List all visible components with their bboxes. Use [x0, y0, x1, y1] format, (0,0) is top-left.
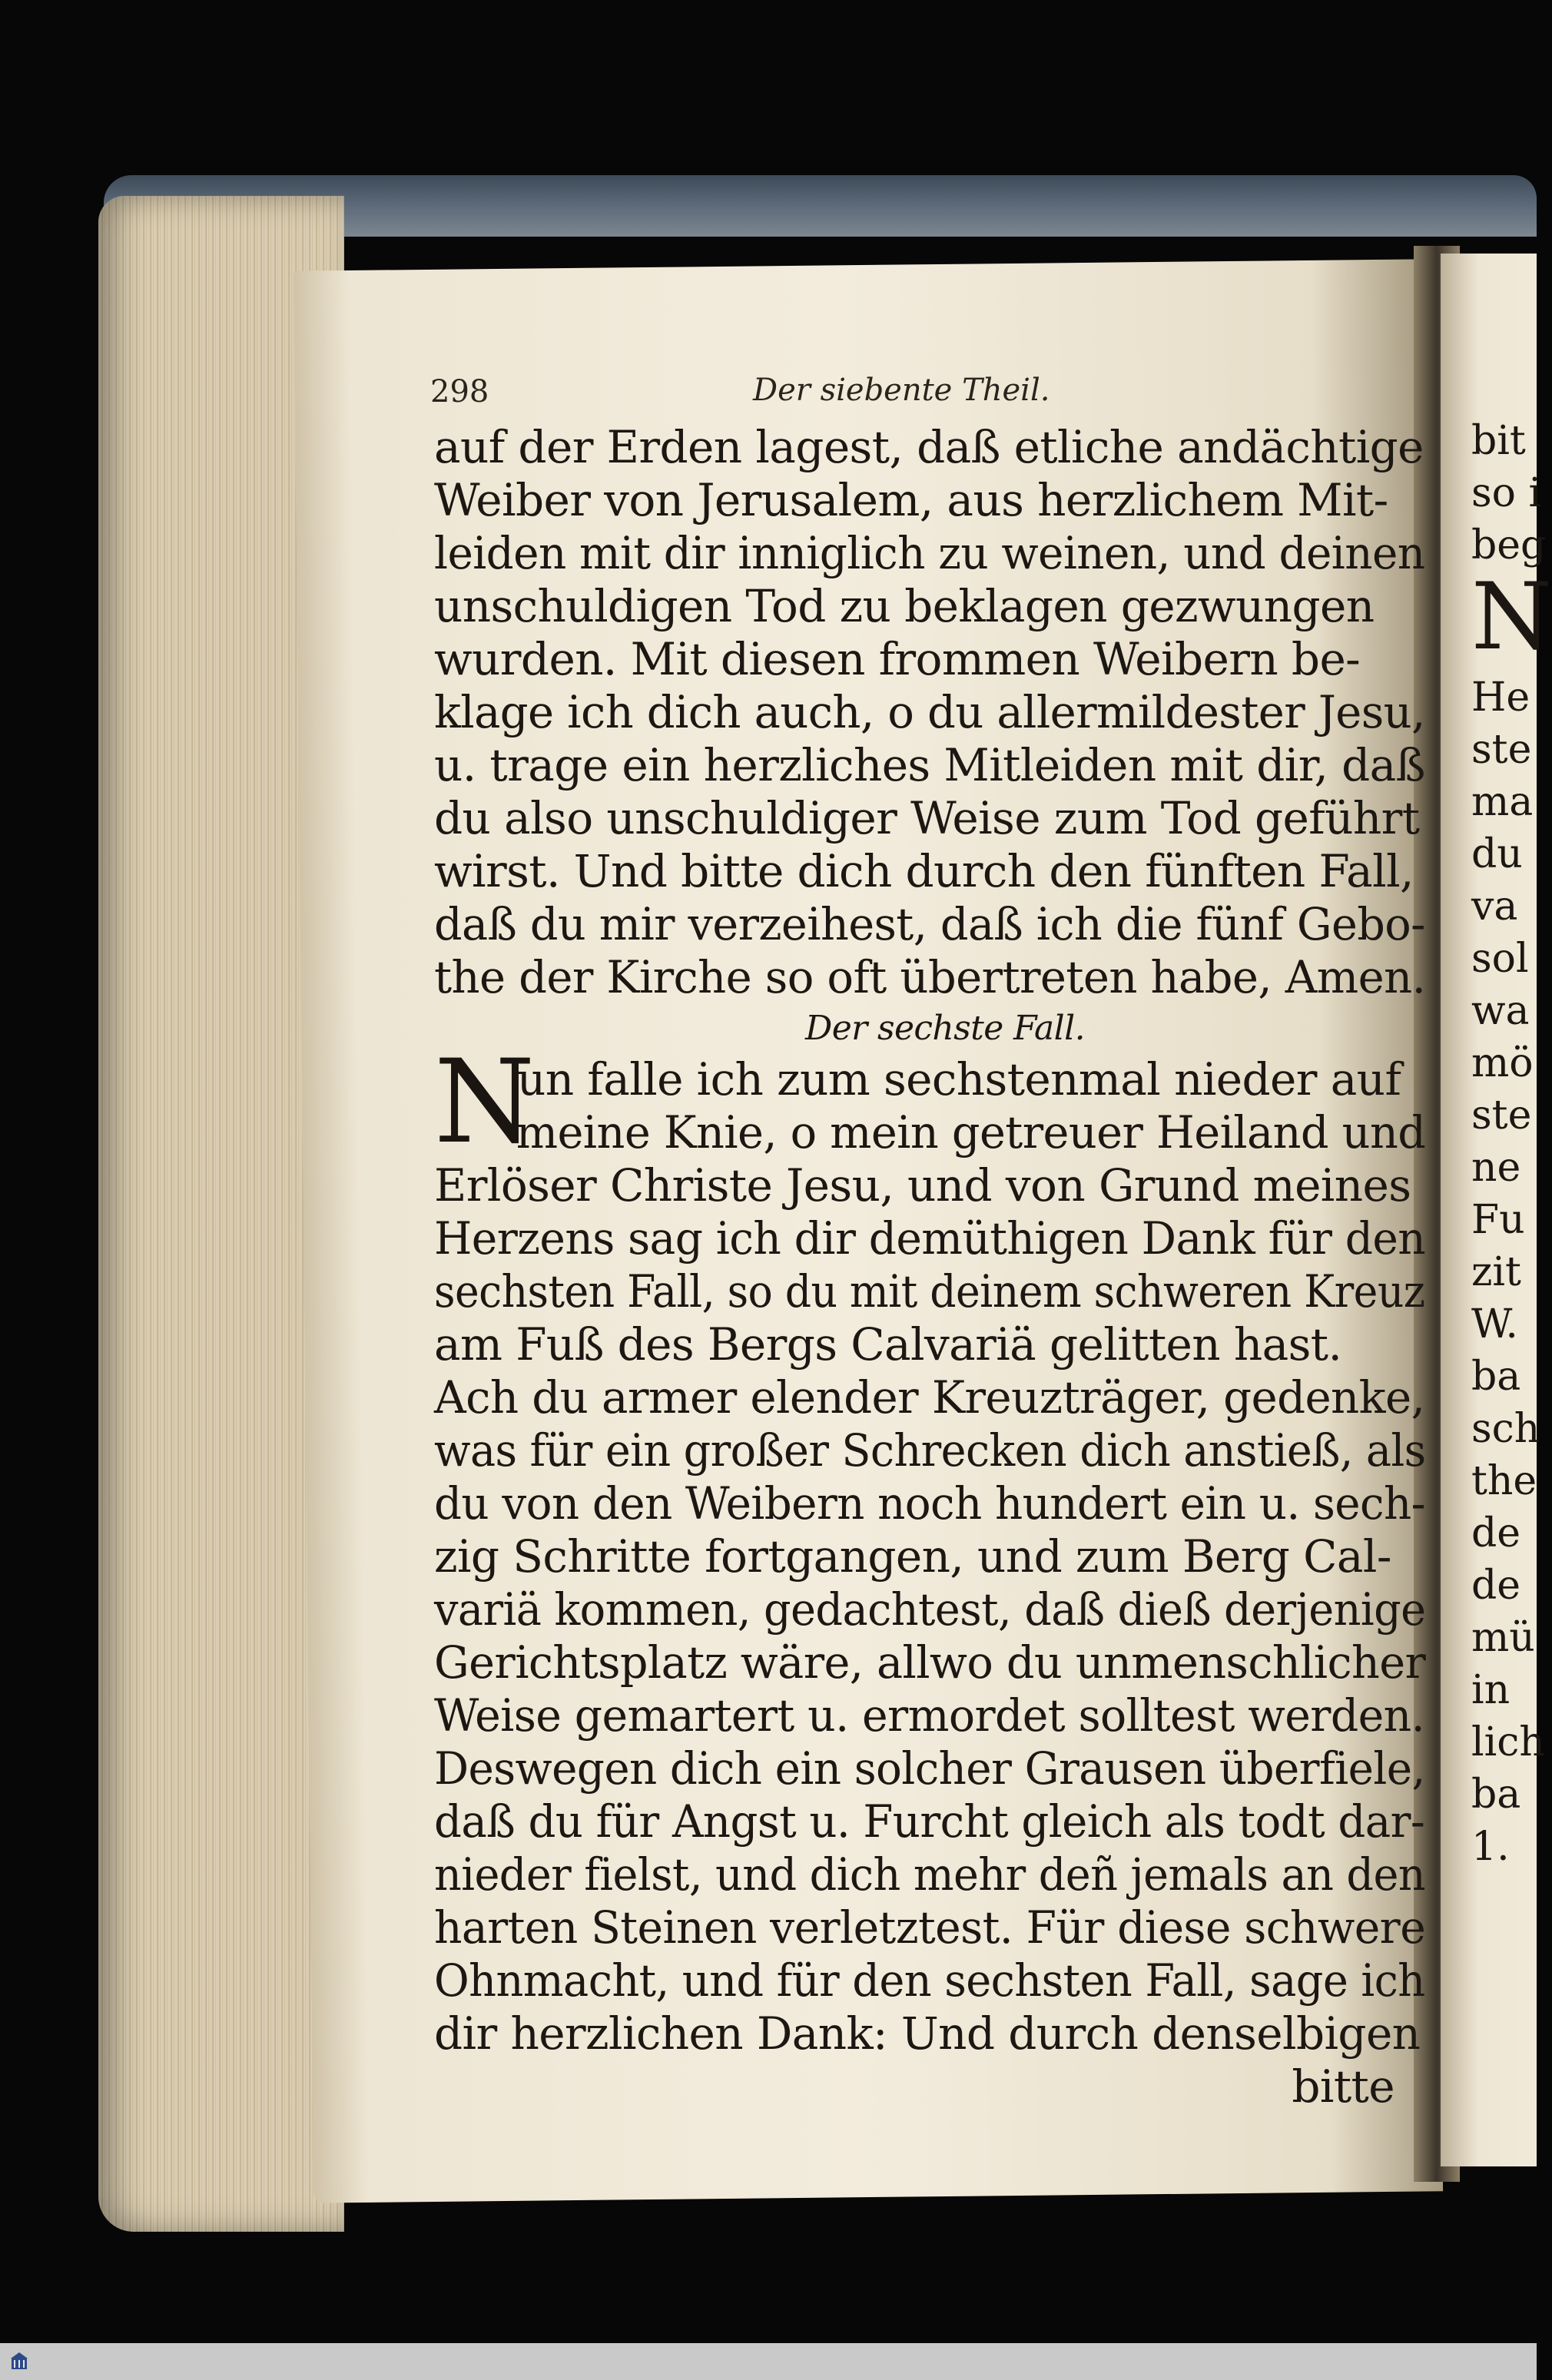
facing-page-fragment: so i — [1471, 470, 1542, 516]
facing-page-fragments — [1471, 415, 1552, 1873]
facing-page-fragment: in — [1471, 1667, 1511, 1713]
text-line: auf der Erden lagest, daß etliche andächtige — [434, 421, 1424, 473]
text-line: variä kommen, gedachtest, daß dieß derjenige — [434, 1583, 1426, 1636]
facing-page-fragment: lich — [1471, 1719, 1545, 1765]
text-line: Erlöser Christe Jesu, und von Grund meines — [434, 1159, 1411, 1212]
running-head-title: Der siebente Theil. — [753, 373, 1050, 408]
facing-page-fragment: mö — [1471, 1040, 1534, 1086]
text-line: zig Schritte fortgangen, und zum Berg Cal- — [434, 1530, 1391, 1583]
text-line: sechsten Fall, so du mit deinem schweren Kreuz — [434, 1265, 1425, 1318]
text-line: Deswegen dich ein solcher Grausen überfiele, — [434, 1742, 1425, 1795]
text-line: Weise gemartert u. ermordet solltest werden. — [434, 1689, 1425, 1742]
facing-page-fragment: de — [1471, 1563, 1521, 1609]
text-line: leiden mit dir inniglich zu weinen, und deinen — [434, 527, 1425, 579]
facing-page-fragment: ba — [1471, 1354, 1521, 1400]
facing-page-fragment: the — [1471, 1458, 1537, 1504]
text-line: klage ich dich auch, o du allermildester Jesu, — [434, 686, 1425, 738]
facing-page-fragment: N — [1471, 564, 1552, 671]
text-line: dir herzlichen Dank: Und durch denselbigen — [434, 2007, 1421, 2060]
page-number: 298 — [430, 374, 489, 409]
facing-page-fragment: bit — [1471, 418, 1526, 464]
facing-page-fragment: Fu — [1471, 1197, 1525, 1243]
facing-page-fragment: ste — [1471, 727, 1532, 773]
facing-page-fragment: ba — [1471, 1772, 1521, 1818]
text-line: Ach du armer elender Kreuzträger, gedenke, — [434, 1371, 1425, 1424]
facing-page-fragment: ma — [1471, 779, 1534, 825]
facing-page-fragment: sch — [1471, 1406, 1540, 1452]
text-line: daß du mir verzeihest, daß ich die fünf Gebo- — [434, 898, 1425, 950]
facing-page-fragment: du — [1471, 831, 1523, 877]
text-line: meine Knie, o mein getreuer Heiland und — [516, 1106, 1426, 1159]
section-heading: Der sechste Fall. — [805, 1009, 1085, 1048]
library-logo-icon[interactable] — [9, 2351, 29, 2371]
text-line: Ohnmacht, und für den sechsten Fall, sage ich — [434, 1954, 1425, 2007]
text-line: was für ein großer Schrecken dich anstieß, als — [434, 1424, 1426, 1477]
facing-page-fragment: va — [1471, 883, 1518, 930]
facing-page-fragment: beg — [1471, 522, 1547, 568]
initial-lines — [434, 1036, 1426, 1169]
initial-paragraph — [434, 1036, 1426, 1169]
drop-initial: N — [434, 1036, 536, 1169]
text-lines-before-heading — [434, 421, 1425, 1004]
running-head — [430, 367, 1421, 421]
text-line: daß du für Angst u. Furcht gleich als todt dar- — [434, 1795, 1425, 1848]
viewer-footer-bar — [0, 2343, 1537, 2380]
text-line: Gerichtsplatz wäre, allwo du unmenschlicher — [434, 1636, 1426, 1689]
text-line: am Fuß des Bergs Calvariä gelitten hast. — [434, 1318, 1342, 1371]
facing-page-fragment: wa — [1471, 988, 1530, 1034]
facing-page-fragment: W. — [1471, 1301, 1518, 1347]
text-line: Herzens sag ich dir demüthigen Dank für den — [434, 1212, 1426, 1265]
text-line: du von den Weibern noch hundert ein u. sech- — [434, 1477, 1426, 1530]
text-line: wurden. Mit diesen frommen Weibern be- — [434, 633, 1361, 685]
facing-page-fragment: de — [1471, 1510, 1521, 1556]
facing-page-fragment: mü — [1471, 1615, 1535, 1661]
catchword-row — [434, 2060, 1425, 2113]
facing-page-fragment: 1. — [1471, 1824, 1510, 1870]
catchword: bitte — [1292, 2060, 1394, 2113]
text-line: unschuldigen Tod zu beklagen gezwungen — [434, 580, 1375, 632]
facing-page-fragment: ne — [1471, 1145, 1521, 1191]
facing-page-fragment: He — [1471, 675, 1530, 721]
facing-page-fragment: sol — [1471, 936, 1529, 982]
main-text-block — [434, 421, 1425, 2113]
text-line: un falle ich zum sechstenmal nieder auf — [517, 1053, 1401, 1105]
text-line: Weiber von Jerusalem, aus herzlichem Mit- — [434, 474, 1388, 526]
text-line: du also unschuldiger Weise zum Tod geführt — [434, 792, 1420, 844]
text-line: the der Kirche so oft übertreten habe, Amen. — [434, 951, 1426, 1003]
text-lines-after-heading — [434, 1159, 1425, 2060]
text-line: harten Steinen verletztest. Für diese schwere — [434, 1901, 1426, 1954]
facing-page-fragment: ste — [1471, 1092, 1532, 1139]
text-line: nieder fielst, und dich mehr deñ jemals an den — [434, 1848, 1426, 1901]
text-line: u. trage ein herzliches Mitleiden mit dir, daß — [434, 739, 1425, 791]
facing-page-fragment: zit — [1471, 1249, 1521, 1295]
text-line: wirst. Und bitte dich durch den fünften Fall, — [434, 845, 1414, 897]
